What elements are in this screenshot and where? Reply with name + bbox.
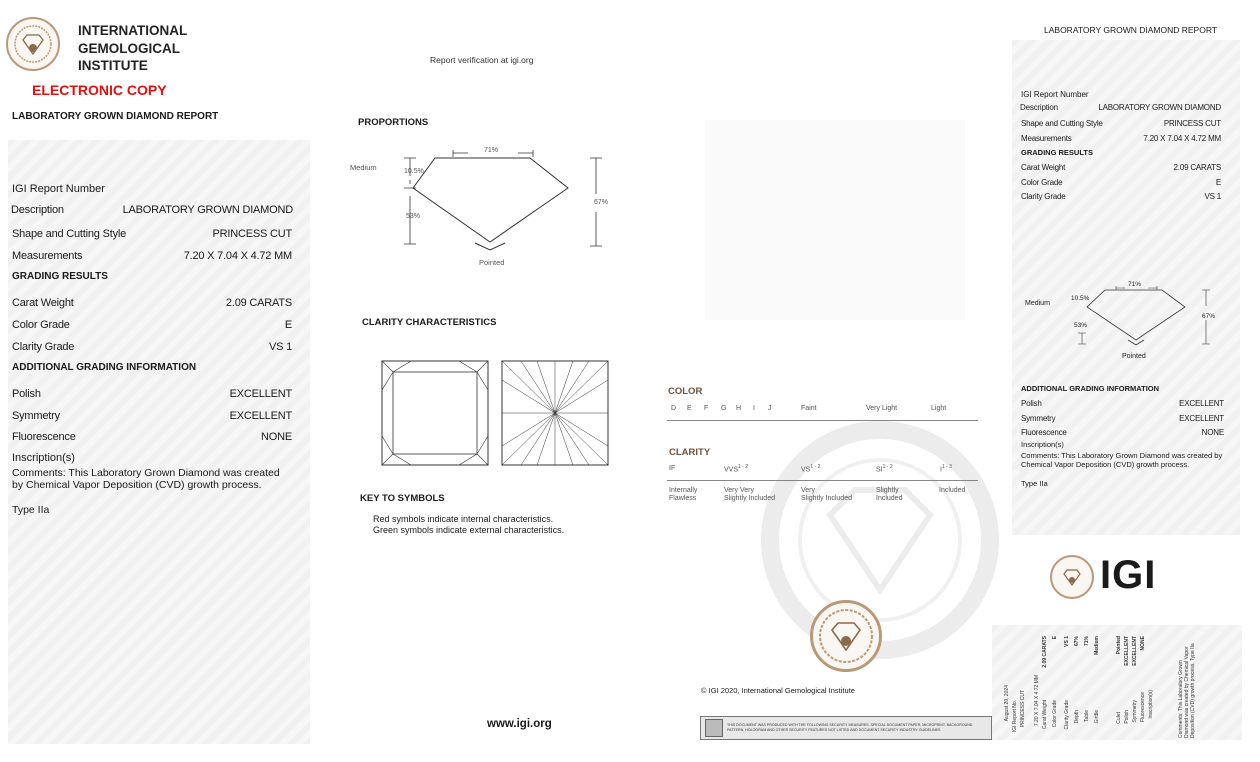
clarity-grade-vs: VS$^{1 - 2}$ bbox=[801, 464, 821, 474]
strip-lbl-girdle: Girdle bbox=[1094, 710, 1100, 724]
key-line-green: Green symbols indicate external characteristics. bbox=[373, 525, 565, 535]
right-type: Type IIa bbox=[1021, 479, 1048, 488]
clarity-grade-i: $I^{1 - 3}$ bbox=[940, 464, 952, 474]
right-shape-row: Shape and Cutting Style PRINCESS CUT bbox=[1021, 119, 1221, 128]
color-scale-line bbox=[667, 420, 978, 421]
proportions-pavilion-pct: 53% bbox=[406, 213, 421, 220]
crown-plot-diagram bbox=[381, 360, 489, 466]
inscriptions-label: Inscription(s) bbox=[12, 452, 75, 464]
right-additional-heading: ADDITIONAL GRADING INFORMATION bbox=[1021, 384, 1160, 393]
proportions-diagram bbox=[340, 140, 630, 270]
type-text: Type IIa bbox=[12, 504, 50, 516]
proportions-crown-pct: 10.5% bbox=[404, 168, 424, 175]
report-number-label: IGI Report Number bbox=[12, 183, 105, 195]
institute-name: INTERNATIONAL GEMOLOGICAL INSTITUTE bbox=[78, 23, 188, 73]
carat-row: Carat Weight 2.09 CARATS bbox=[12, 297, 292, 309]
strip-lbl-polish: Polish bbox=[1124, 710, 1130, 724]
clarity-desc-if: Internally Flawless bbox=[669, 487, 698, 502]
right-comments: Comments: This Laboratory Grown Diamond was created by Chemical Vapor Deposition (CVD) growth process. bbox=[1021, 451, 1223, 469]
additional-heading: ADDITIONAL GRADING INFORMATION bbox=[12, 362, 197, 373]
strip-clarity: VS 1 bbox=[1064, 636, 1070, 647]
right-measurements-row: Measurements 7.20 X 7.04 X 4.72 MM bbox=[1021, 134, 1221, 143]
igi-logo-seal bbox=[1050, 555, 1094, 599]
right-proportions-diagram bbox=[1060, 280, 1220, 355]
right-report-number: IGI Report Number bbox=[1021, 90, 1089, 99]
copyright-text: © IGI 2020, International Gemological Institute bbox=[701, 686, 855, 695]
center-image-area bbox=[705, 120, 965, 320]
strip-shape: PRINCESS CUT bbox=[1020, 690, 1026, 728]
strip-table: 71% bbox=[1084, 636, 1090, 647]
strip-culet: Pointed bbox=[1116, 636, 1122, 655]
verification-link[interactable]: Report verification at igi.org bbox=[430, 55, 534, 65]
clarity-scale-line bbox=[667, 480, 978, 481]
color-letter-j: J bbox=[768, 405, 772, 412]
clarity-row: Clarity Grade VS 1 bbox=[12, 341, 292, 353]
clarity-grade-si: SI$^{1 - 2}$ bbox=[876, 464, 893, 474]
report-title: LABORATORY GROWN DIAMOND REPORT bbox=[12, 111, 219, 122]
strip-lbl-depth: Depth bbox=[1074, 710, 1080, 724]
color-light: Light bbox=[931, 405, 947, 412]
clarity-scale-title: CLARITY bbox=[669, 447, 711, 458]
strip-lbl-culet: Culet bbox=[1116, 712, 1122, 724]
proportions-culet: Pointed bbox=[479, 258, 505, 267]
clarity-grade-vvs: VVS$^{1 - 2}$ bbox=[724, 464, 749, 474]
right-grading-heading: GRADING RESULTS bbox=[1021, 148, 1093, 157]
right-polish-row: Polish EXCELLENT bbox=[1021, 399, 1224, 408]
proportions-girdle: Medium bbox=[350, 163, 377, 172]
strip-symmetry: EXCELLENT bbox=[1132, 636, 1138, 666]
color-row: Color Grade E bbox=[12, 319, 292, 331]
strip-color: E bbox=[1052, 636, 1058, 640]
proportions-table-pct: 71% bbox=[484, 147, 499, 154]
pavilion-plot-diagram bbox=[501, 360, 609, 466]
lock-icon bbox=[705, 719, 723, 737]
electronic-copy-label: ELECTRONIC COPY bbox=[32, 82, 167, 98]
strip-girdle: Medium bbox=[1094, 636, 1100, 655]
strip-carat: 2.09 CARATS bbox=[1042, 636, 1048, 668]
clarity-characteristics-title: CLARITY CHARACTERISTICS bbox=[362, 317, 497, 328]
key-line-red: Red symbols indicate internal characteristics. bbox=[373, 514, 554, 524]
right-inscriptions: Inscription(s) bbox=[1021, 440, 1064, 449]
right-clarity-row: Clarity Grade VS 1 bbox=[1021, 192, 1221, 201]
color-faint: Faint bbox=[801, 405, 817, 412]
strip-lbl-symmetry: Symmetry bbox=[1132, 700, 1138, 723]
right-fluorescence-row: Fluorescence NONE bbox=[1021, 428, 1224, 437]
igi-bottom-seal bbox=[810, 600, 882, 672]
right-prop-pavilion: 53% bbox=[1074, 322, 1088, 329]
strip-polish: EXCELLENT bbox=[1124, 636, 1130, 666]
strip-lbl-carat: Carat Weight bbox=[1042, 700, 1048, 730]
clarity-desc-vvs: Very Very Slightly Included bbox=[724, 487, 775, 502]
strip-depth: 67% bbox=[1074, 636, 1080, 647]
right-prop-girdle: Medium bbox=[1025, 300, 1050, 307]
right-prop-depth: 67% bbox=[1202, 313, 1216, 320]
igi-seal-logo bbox=[6, 17, 60, 71]
color-letter-h: H bbox=[736, 405, 742, 412]
shape-row: Shape and Cutting Style PRINCESS CUT bbox=[12, 228, 292, 240]
right-color-row: Color Grade E bbox=[1021, 178, 1221, 187]
proportions-depth-pct: 67% bbox=[594, 199, 609, 206]
right-report-title: LABORATORY GROWN DIAMOND REPORT bbox=[1044, 25, 1218, 35]
fluorescence-row: Fluorescence NONE bbox=[12, 431, 292, 443]
security-note: THIS DOCUMENT WAS PRODUCED WITH THE FOLLOWING SECURITY MEASURES. SPECIAL DOCUMENT PAPER, MICROPRINT, BACKGROUND PATTERN, HOLOGRAM AND OTHER SECURITY FEATURES NOT LISTED AND DOCUMENT SECURITY INDUSTRY GUIDELINES bbox=[727, 723, 973, 732]
strip-lbl-table: Table bbox=[1084, 710, 1090, 722]
color-letter-g: G bbox=[721, 405, 727, 412]
clarity-desc-i: Included bbox=[939, 487, 966, 494]
strip-date: August 20, 2024 bbox=[1004, 685, 1010, 722]
strip-lbl-clarity: Clarity Grade bbox=[1064, 700, 1070, 730]
strip-measurements: 7.20 X 7.04 X 4.72 MM bbox=[1034, 675, 1040, 727]
color-letter-e: E bbox=[687, 405, 692, 412]
website-link[interactable]: www.igi.org bbox=[487, 718, 552, 730]
description-row: Description LABORATORY GROWN DIAMOND bbox=[11, 204, 293, 216]
symmetry-row: Symmetry EXCELLENT bbox=[12, 410, 292, 422]
igi-logo-text: IGI bbox=[1100, 553, 1157, 597]
key-to-symbols-title: KEY TO SYMBOLS bbox=[360, 493, 445, 504]
color-letter-f: F bbox=[704, 405, 709, 412]
right-description-row: Description LABORATORY GROWN DIAMOND bbox=[1020, 103, 1221, 112]
measurements-row: Measurements 7.20 X 7.04 X 4.72 MM bbox=[12, 250, 292, 262]
security-features-box bbox=[700, 716, 992, 740]
grading-results-heading: GRADING RESULTS bbox=[12, 271, 108, 282]
right-prop-crown: 10.5% bbox=[1071, 295, 1090, 302]
polish-row: Polish EXCELLENT bbox=[12, 388, 292, 400]
right-symmetry-row: Symmetry EXCELLENT bbox=[1021, 414, 1224, 423]
strip-report-no: IGI Report No. bbox=[1012, 700, 1018, 733]
clarity-desc-vs: Very Slightly Included bbox=[801, 487, 852, 502]
clarity-grade-if: IF bbox=[669, 465, 676, 472]
right-prop-table: 71% bbox=[1128, 281, 1142, 288]
proportions-title: PROPORTIONS bbox=[358, 117, 429, 128]
right-carat-row: Carat Weight 2.09 CARATS bbox=[1021, 163, 1221, 172]
color-very-light: Very Light bbox=[866, 405, 898, 412]
color-letter-d: D bbox=[671, 405, 677, 412]
strip-fluor: NONE bbox=[1140, 636, 1146, 651]
strip-comments: Comments: This Laboratory Grown Diamond was created by Chemical Vapor Deposition (CVD) growth process. Type IIa bbox=[1178, 643, 1196, 738]
strip-lbl-inscriptions: Inscription(s) bbox=[1148, 690, 1154, 719]
color-scale-title: COLOR bbox=[668, 386, 703, 397]
color-letter-i: I bbox=[753, 405, 755, 412]
strip-lbl-color: Color Grade bbox=[1052, 700, 1058, 728]
right-prop-culet: Pointed bbox=[1122, 353, 1146, 360]
comments-text: Comments: This Laboratory Grown Diamond was created by Chemical Vapor Deposition (CVD) growth process. bbox=[12, 467, 280, 491]
clarity-desc-si: Slightly Included bbox=[876, 487, 903, 502]
strip-lbl-fluor: Fluorescence bbox=[1140, 692, 1146, 723]
